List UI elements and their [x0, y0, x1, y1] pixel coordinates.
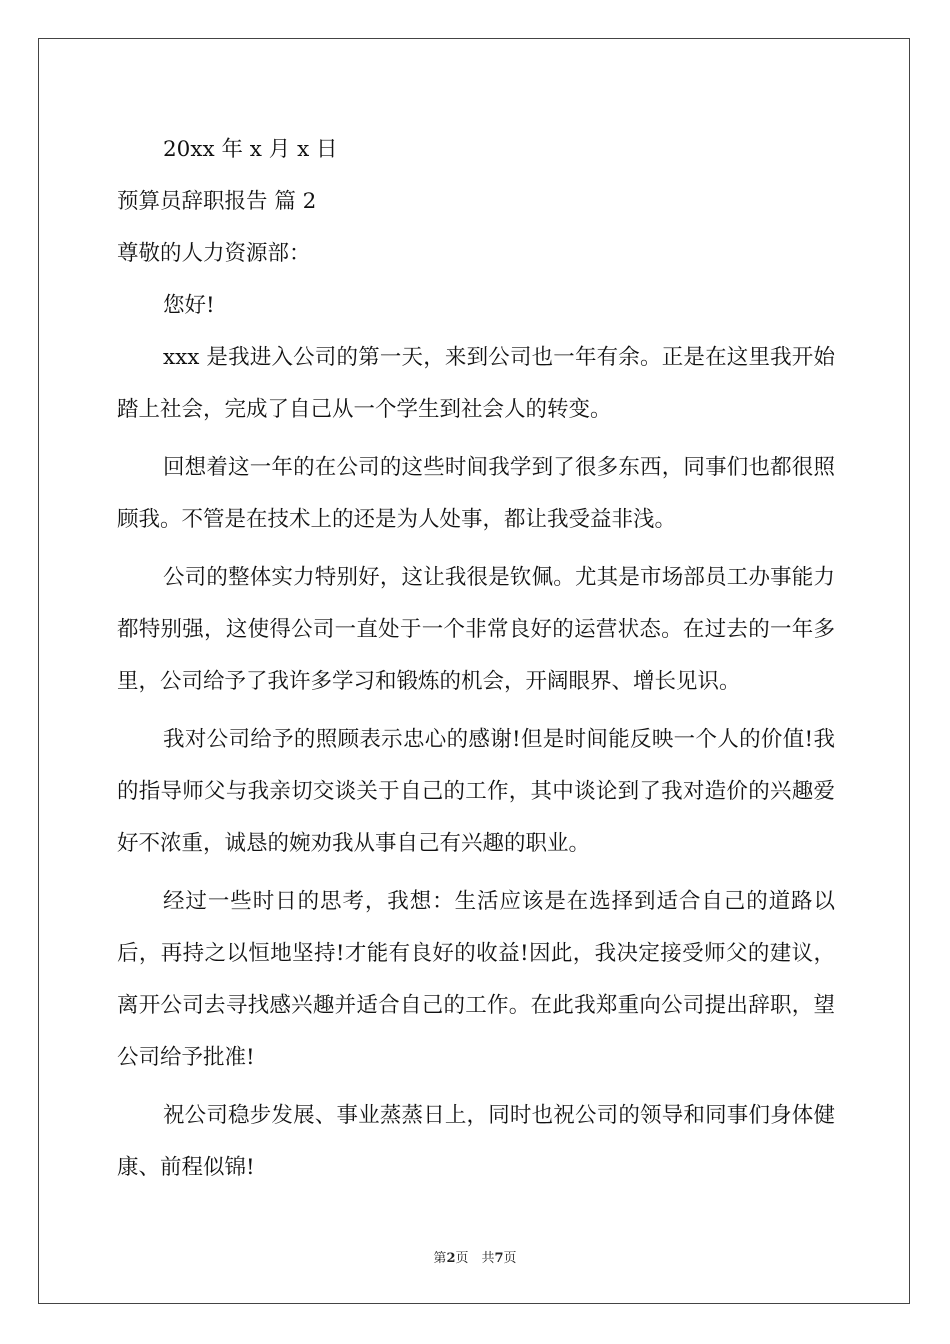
paragraph: 经过一些时日的思考，我想：生活应该是在选择到适合自己的道路以后，再持之以恒地坚持!才能有良好的收益!因此，我决定接受师父的建议，离开公司去寻找感兴趣并适合自己的工作。在此我郑重向公司提出辞职，望公司给予批准!: [117, 889, 835, 1070]
page-suffix: 页: [503, 1251, 517, 1266]
date-line: 20xx 年 x 月 x 日: [163, 137, 338, 162]
paragraph: 回想着这一年的在公司的这些时间我学到了很多东西，同事们也都很照顾我。不管是在技术上的还是为人处事，都让我受益非浅。: [117, 455, 835, 532]
greeting: 您好!: [163, 293, 215, 318]
page-total: 7: [494, 1251, 504, 1266]
paragraph: 我对公司给予的照顾表示忠心的感谢!但是时间能反映一个人的价值!我的指导师父与我亲切交谈关于自己的工作，其中谈论到了我对造价的兴趣爱好不浓重，诚恳的婉劝我从事自己有兴趣的职业。: [117, 727, 835, 856]
page-mid: 页 共: [455, 1251, 495, 1266]
page-prefix: 第: [433, 1251, 447, 1266]
document-body: [117, 130, 835, 1206]
page-current: 2: [446, 1251, 456, 1266]
section-title: 预算员辞职报告 篇 2: [117, 189, 317, 214]
paragraph: 祝公司稳步发展、事业蒸蒸日上，同时也祝公司的领导和同事们身体健康、前程似锦!: [117, 1103, 835, 1180]
salutation: 尊敬的人力资源部：: [117, 241, 311, 266]
paragraph: xxx 是我进入公司的第一天，来到公司也一年有余。正是在这里我开始踏上社会，完成了自己从一个学生到社会人的转变。: [117, 345, 835, 422]
page-footer: [0, 1247, 950, 1266]
paragraph: 公司的整体实力特别好，这让我很是钦佩。尤其是市场部员工办事能力都特别强，这使得公司一直处于一个非常良好的运营状态。在过去的一年多里，公司给予了我许多学习和锻炼的机会，开阔眼界、增长见识。: [117, 565, 835, 694]
